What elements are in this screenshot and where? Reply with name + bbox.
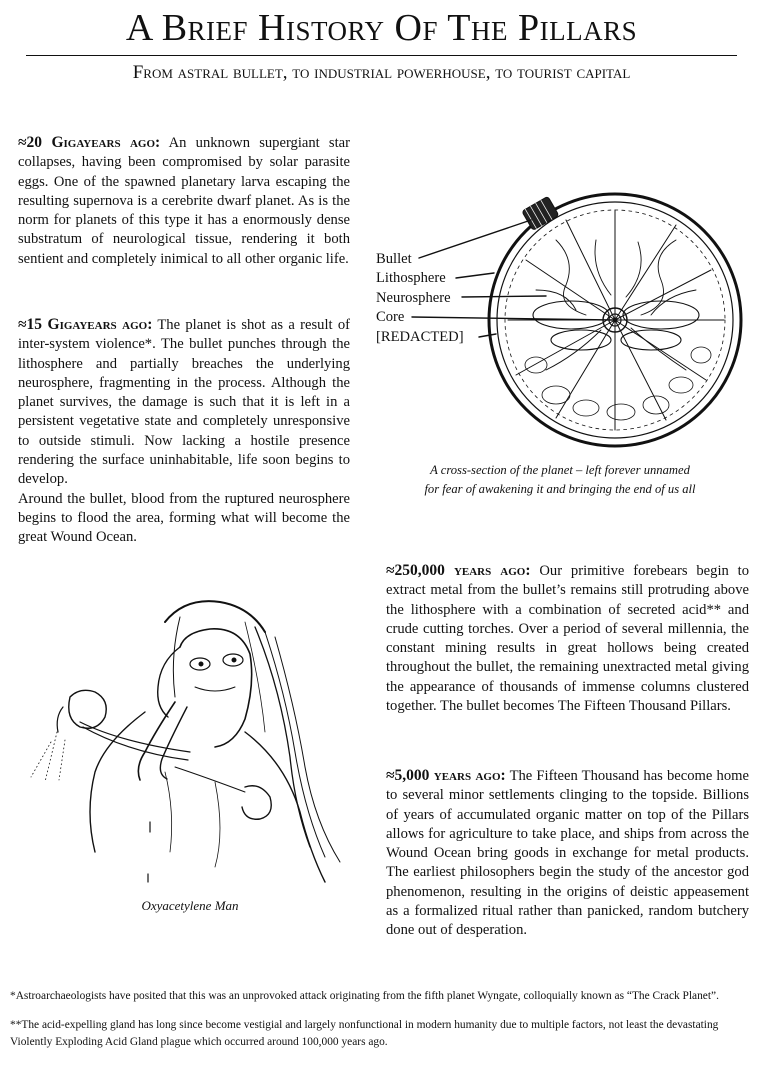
diagram-label-bullet: Bullet [376, 251, 412, 267]
diagram-label-redacted: [REDACTED] [376, 328, 464, 345]
page-subtitle: From astral bullet, to industrial powerhouse, to tourist capital [132, 62, 631, 83]
entry-text: The planet is shot as a result of inter-system violence*. The bullet punches through the lithosphere and partially breaches the underlying neurosphere, fragmenting in the process. Although the planet survives, the damage is such that it is left in a persistent vegetative state and completely unresponsive to outside stimuli. Now lacking a hostile presence rendering the surface uninhabitable, life soon begins to develop. [18, 317, 350, 488]
entry-20-gigayears [18, 133, 350, 269]
entry-250000-years [386, 561, 749, 716]
diagram-caption-line-1: A cross-section of the planet – left forever unnamed [430, 463, 690, 477]
planet-cross-section-diagram [376, 180, 748, 470]
footnote-1: *Astroarchaeologists have posited that this was an unprovoked attack originating from the fifth planet Wyngate, colloquially known as “The Crack Planet”. [10, 990, 719, 1002]
oxyacetylene-man-illustration [15, 592, 360, 892]
diagram-label-lithosphere: Lithosphere [376, 270, 446, 287]
entry-text: An unknown supergiant star collapses, having been compromised by solar parasite eggs. One of the spawned planetary larva escaping the resulting supernova is a cerebrite dwarf planet. As is the norm for planets of this type it has a enormously dense substratum of neurological tissue, rendering it both sentient and completely inimical to all other organic life. [18, 135, 351, 267]
footnotes [10, 988, 753, 1051]
entry-era-label: ≈15 Gigayears ago: [18, 316, 153, 333]
footnote-2: **The acid-expelling gland has long since become vestigial and largely nonfunctional in modern humanity due to multiple factors, not least the devastating Violently Exploding Acid Gland plague which occurred around 100,000 years ago. [10, 1019, 719, 1048]
entry-5000-years [386, 766, 749, 941]
entry-text: Our primitive forebears begin to extract metal from the bullet’s remains still protruding above the lithosphere with a combination of secreted acid** and crude cutting torches. Over a period of several millennia, the constant mining results in great hollows being created throughout the bullet, the remaining unextracted metal giving the appearance of thousands of immense columns clustered together. The bullet becomes The Fifteen Thousand Pillars. [386, 563, 749, 715]
entry-text-continued: Around the bullet, blood from the ruptured neurosphere begins to flood the area, forming what will become the great Wound Ocean. [18, 490, 350, 546]
diagram-caption [380, 461, 740, 499]
entry-era-label: ≈250,000 years ago: [386, 562, 531, 579]
title-divider [26, 55, 737, 56]
entry-text: The Fifteen Thousand has become home to several minor settlements clinging to the topside. Billions of years of accumulated organic matter on top of the Pillars allows for agriculture to take place, and ships from across the Wound Ocean bring goods in exchange for metal products. The earliest philosophers begin the study of the ancestor god phenomenon, resulting in the origins of deistic appeasement as a formalized ritual rather than panicked, random butchery done out of desperation. [386, 768, 749, 939]
entry-15-gigayears [18, 315, 350, 548]
diagram-caption-line-2: for fear of awakening it and bringing the end of us all [424, 482, 696, 496]
diagram-label-neurosphere: Neurosphere [376, 289, 451, 306]
page-title: A Brief History Of The Pillars [125, 7, 638, 49]
illustration-caption: Oxyacetylene Man [141, 898, 239, 913]
entry-era-label: ≈5,000 years ago: [386, 767, 506, 784]
entry-era-label: ≈20 Gigayears ago: [18, 134, 161, 151]
diagram-label-core: Core [376, 309, 405, 326]
